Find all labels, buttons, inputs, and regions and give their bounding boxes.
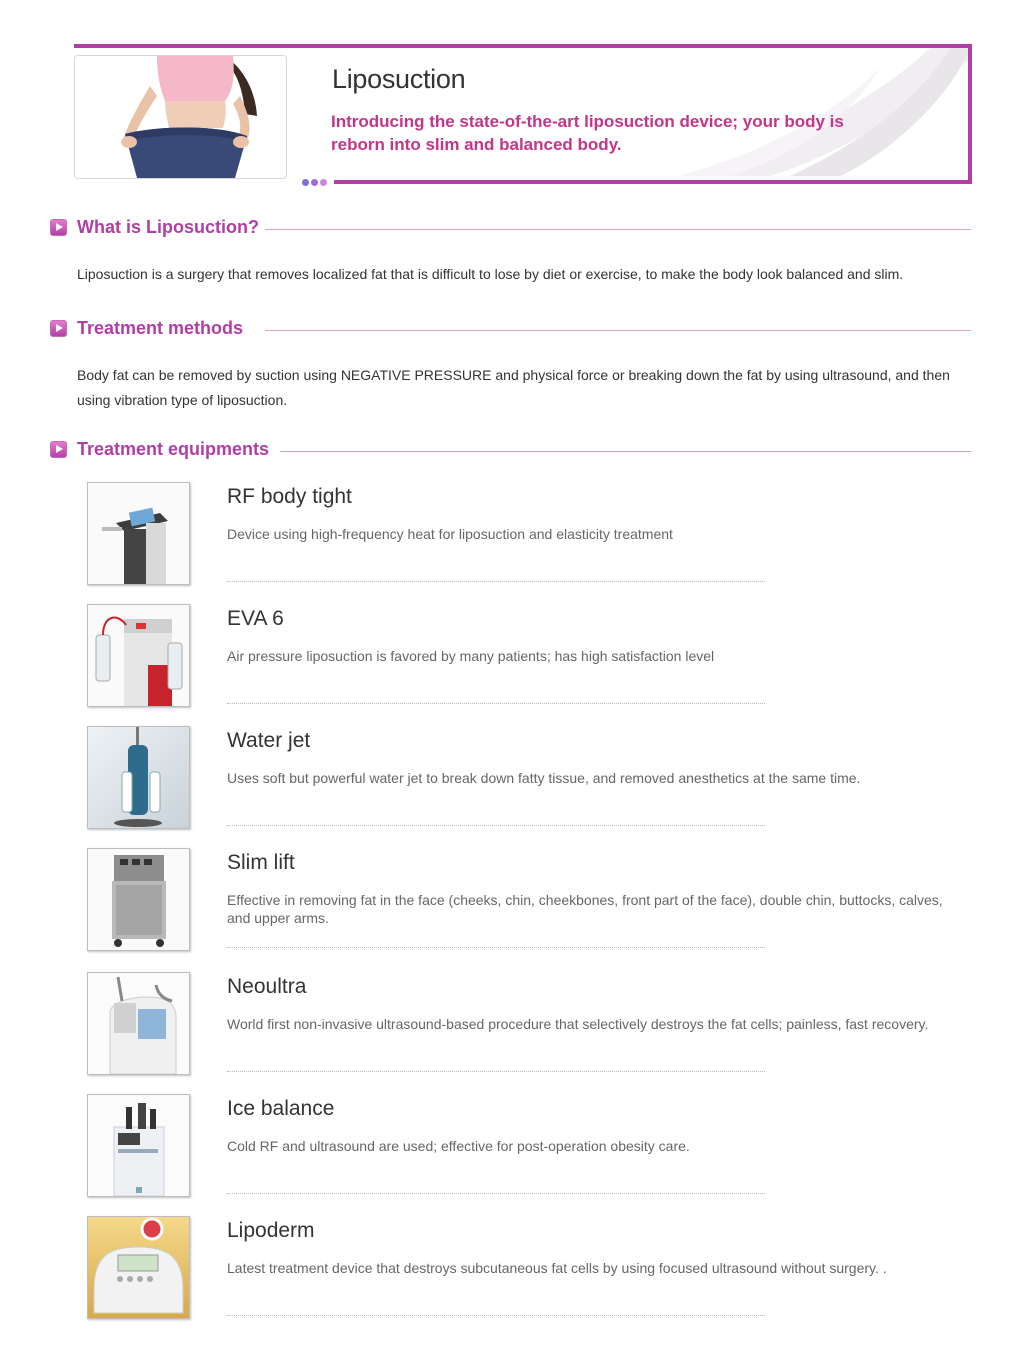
equipment-name: EVA 6 — [227, 607, 284, 630]
equipment-item-ice-balance — [87, 1094, 967, 1216]
play-bullet-icon — [50, 320, 67, 337]
hero-photo — [74, 55, 287, 179]
page-subtitle: Introducing the state-of-the-art liposuction device; your body is reborn into slim and balanced body. — [331, 112, 844, 154]
banner-dots — [302, 173, 329, 191]
play-bullet-icon — [50, 219, 67, 236]
section-title: Treatment methods — [77, 318, 244, 338]
equipment-description: Device using high-frequency heat for liposuction and elasticity treatment — [227, 526, 673, 542]
equipment-item-lipoderm — [87, 1216, 967, 1338]
equipment-name: Slim lift — [227, 851, 295, 874]
dotted-separator — [227, 581, 765, 582]
device-photo-slim-lift — [87, 848, 190, 951]
section-divider — [280, 451, 971, 452]
device-photo-eva-6 — [87, 604, 190, 707]
dotted-separator — [227, 1193, 765, 1194]
equipment-name: Neoultra — [227, 975, 307, 998]
equipment-description: World first non-invasive ultrasound-based procedure that selectively destroys the fat cells; painless, fast recovery. — [227, 1016, 929, 1032]
dotted-separator — [227, 825, 765, 826]
equipment-name: Ice balance — [227, 1097, 335, 1120]
device-photo-lipoderm — [87, 1216, 190, 1319]
equipment-item-rf-body-tight — [87, 482, 967, 604]
equipment-description: Latest treatment device that destroys subcutaneous fat cells by using focused ultrasound without surgery. . — [227, 1260, 887, 1276]
equipment-name: Water jet — [227, 729, 311, 752]
device-photo-rf-body-tight — [87, 482, 190, 585]
equipment-name: Lipoderm — [227, 1219, 315, 1242]
equipment-item-slim-lift — [87, 848, 967, 970]
section-heading-equipments — [50, 439, 971, 463]
dotted-separator — [227, 703, 765, 704]
device-photo-ice-balance — [87, 1094, 190, 1197]
dotted-separator — [227, 1315, 765, 1316]
equipment-description: Effective in removing fat in the face (cheeks, chin, cheekbones, front part of the face), double chin, buttocks, calves, and upper arms. — [227, 892, 943, 926]
equipment-name: RF body tight — [227, 485, 352, 508]
dotted-separator — [227, 1071, 765, 1072]
equipment-description: Air pressure liposuction is favored by many patients; has high satisfaction level — [227, 648, 715, 664]
equipment-item-water-jet — [87, 726, 967, 848]
equipment-item-neoultra — [87, 972, 967, 1094]
section-title: Treatment equipments — [77, 439, 270, 459]
header-banner — [0, 0, 1024, 200]
device-photo-water-jet — [87, 726, 190, 829]
equipment-description: Cold RF and ultrasound are used; effective for post-operation obesity care. — [227, 1138, 690, 1154]
section-divider — [265, 229, 971, 230]
section-body-what-is: Liposuction is a surgery that removes localized fat that is difficult to lose by diet or exercise, to make the body look balanced and slim. — [77, 266, 904, 282]
section-title: What is Liposuction? — [77, 217, 259, 237]
play-bullet-icon — [50, 441, 67, 458]
equipment-description: Uses soft but powerful water jet to break down fatty tissue, and removed anesthetics at the same time. — [227, 770, 861, 786]
equipment-item-eva-6 — [87, 604, 967, 726]
device-photo-neoultra — [87, 972, 190, 1075]
section-heading-methods — [50, 318, 971, 342]
page-title: Liposuction — [332, 64, 466, 94]
dotted-separator — [227, 947, 765, 948]
section-body-methods: Body fat can be removed by suction using NEGATIVE PRESSURE and physical force or breaking down the fat by using ultrasound, and then using vibration type of liposuction. — [77, 367, 950, 408]
section-heading-what-is — [50, 217, 971, 241]
section-divider — [265, 330, 971, 331]
